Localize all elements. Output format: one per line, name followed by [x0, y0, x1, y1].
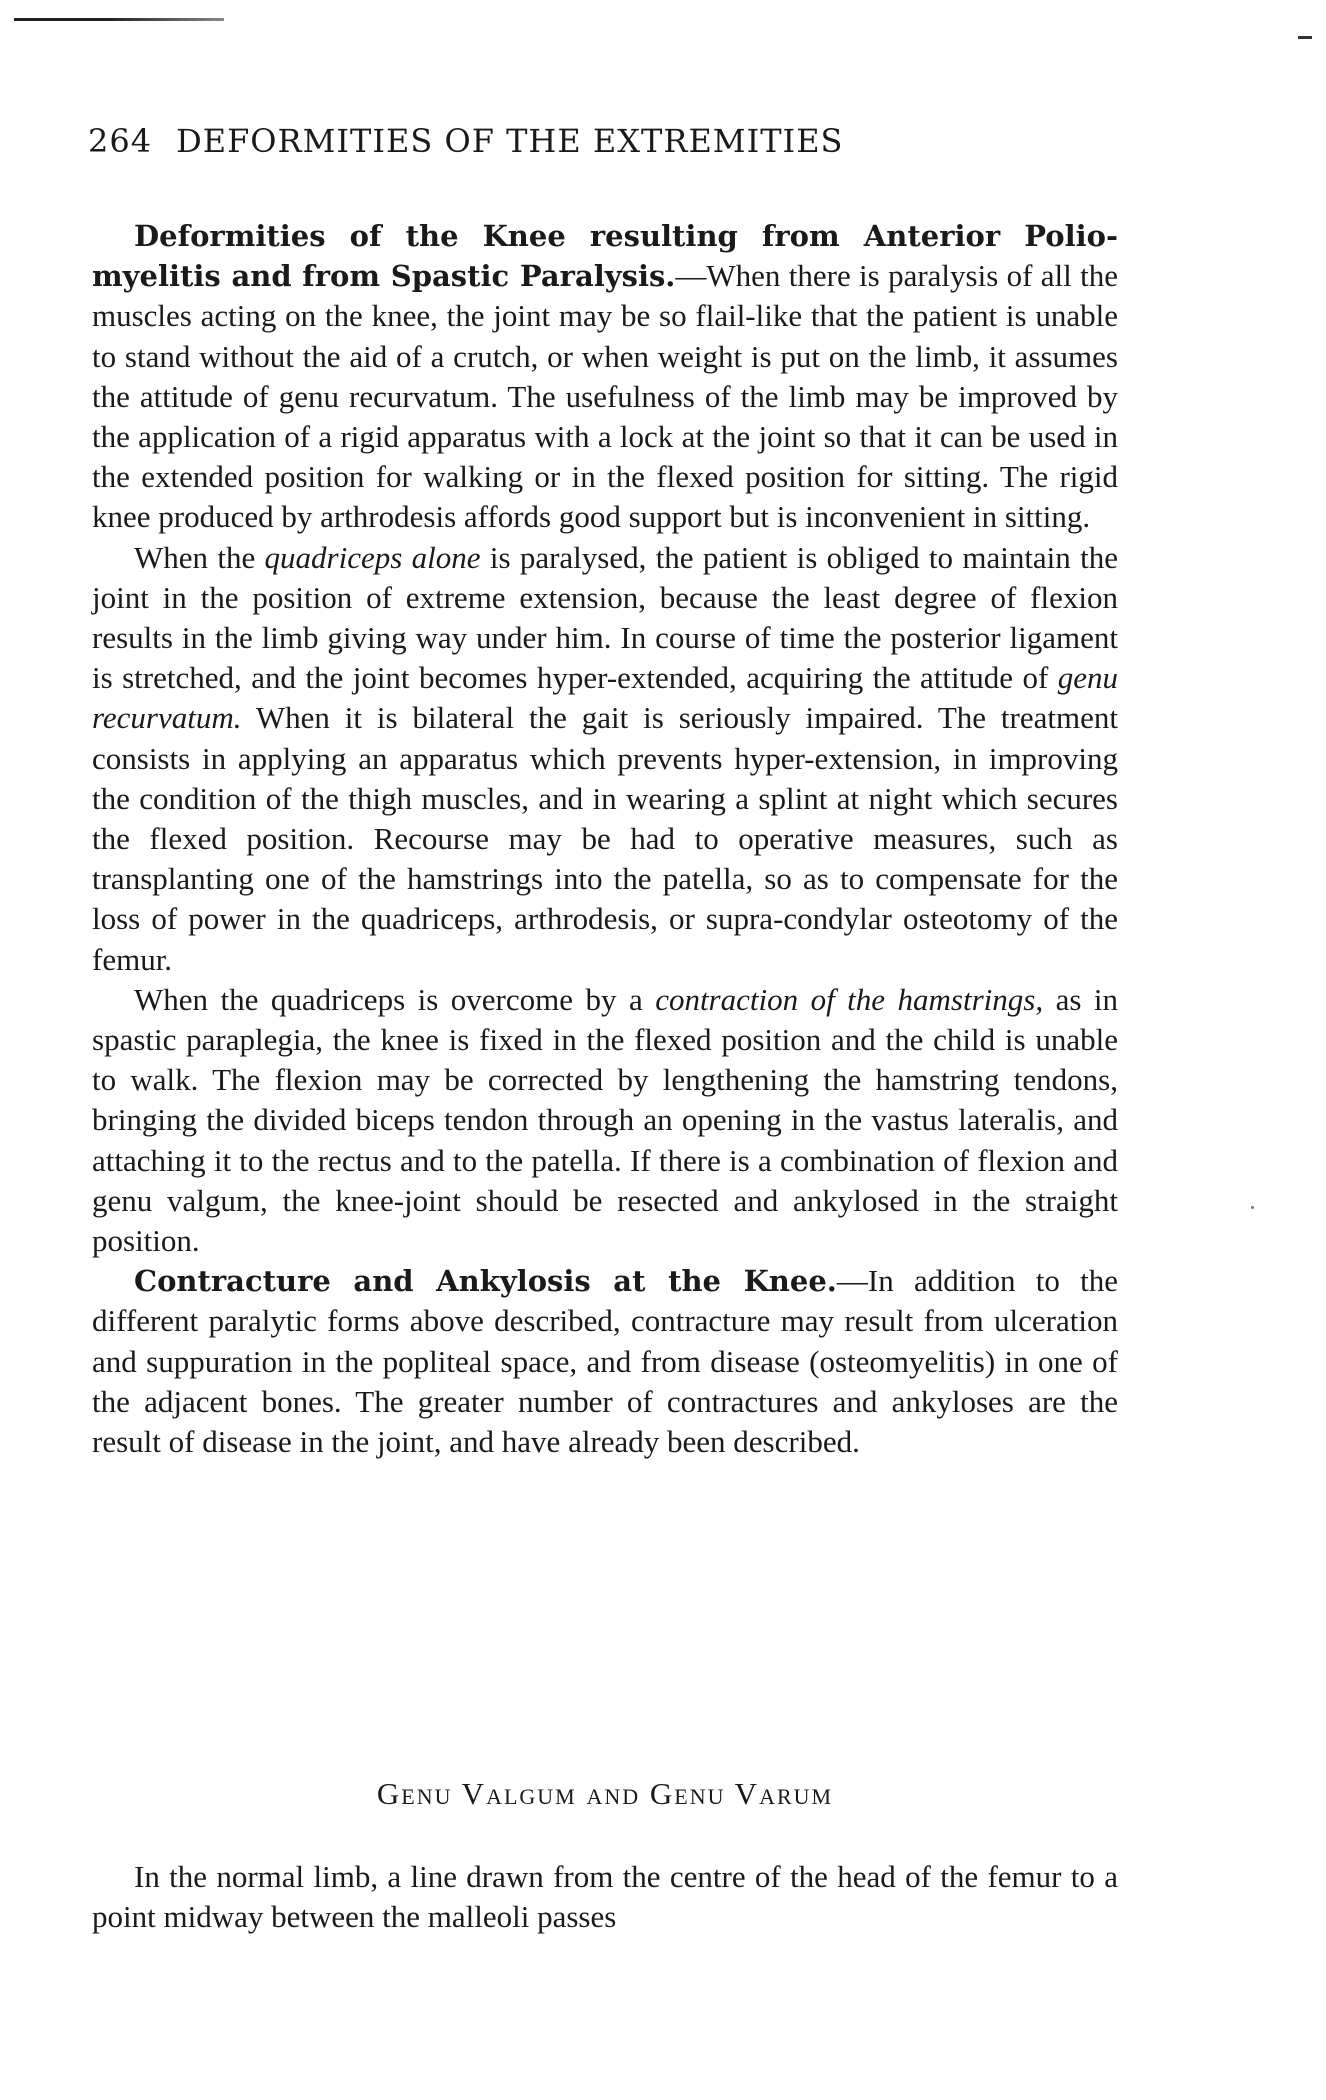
- paragraph-text: is paralysed, the patient is obliged to maintain the joint in the position of extreme extension, because the least degree of flexion results in the limb giving way under him. In course of time the posterior ligament is stretched, and the joint becomes hyper-extended, acquiring the attitude of: [92, 539, 1118, 696]
- paragraph-quadriceps: [92, 538, 1118, 980]
- paragraph-contracture: [92, 1261, 1118, 1462]
- paragraph-heading: Contracture and Ankylosis at the Knee.: [134, 1264, 837, 1299]
- body-text-continued: [92, 1857, 1118, 1937]
- scan-artifact-mark: [1298, 36, 1312, 39]
- running-title: DEFORMITIES OF THE EXTREMITIES: [176, 122, 844, 160]
- scan-artifact-rule: [14, 18, 224, 21]
- paragraph-text: as in spastic paraplegia, the knee is fixed in the flexed position and the child is unable to walk. The flexion may be corrected by lengthening the hamstring tendons, bringing the divided biceps tendon through an opening in the vastus lateralis, and attaching it to the rectus and to the patella. If there is a combination of flexion and genu valgum, the knee-joint should be resected and ankylosed in the straight position.: [92, 981, 1118, 1259]
- paragraph-normal-limb: In the normal limb, a line drawn from the centre of the head of the femur to a point midway between the malleoli passes: [92, 1859, 1118, 1935]
- paragraph-text: When the: [134, 539, 265, 575]
- body-text: [92, 216, 1118, 1462]
- running-head: [88, 122, 843, 160]
- paragraph-text: When it is bilateral the gait is seriously impaired. The treatment consists in applying an apparatus which prevents hyper-extension, in improving the condition of the thigh muscles, and in wearing a splint at night which secures the flexed position. Recourse may be had to operative measures, such as transplanting one of the hamstrings into the patella, so as to compensate for the loss of power in the quadriceps, arthrodesis, or supra-condylar osteotomy of the femur.: [92, 700, 1118, 977]
- page-number: 264: [88, 122, 153, 160]
- emphasis: genu recurvatum.: [92, 660, 1118, 736]
- paragraph-heading: Deformities of the Knee resulting from Anterior Polio-myelitis and from Spastic Paralysis.: [92, 219, 1118, 294]
- paragraph-text: When the quadriceps is overcome by a: [134, 981, 656, 1017]
- emphasis: quadriceps alone: [264, 539, 481, 575]
- paragraph-hamstrings: [92, 980, 1118, 1261]
- paragraph-text: —When there is paralysis of all the muscles acting on the knee, the joint may be so flail-like that the patient is unable to stand without the aid of a crutch, or when weight is put on the limb, it assumes the attitude of genu recurvatum. The usefulness of the limb may be improved by the application of a rigid apparatus with a lock at the joint so that it can be used in the extended position for walking or in the flexed position for sitting. The rigid knee produced by arthrodesis affords good support but is inconvenient in sitting.: [92, 258, 1118, 535]
- paragraph-text: —In addition to the different paralytic forms above described, contracture may result from ulceration and suppuration in the popliteal space, and from disease (osteomyelitis) in one of the adjacent bones. The greater number of contractures and ankyloses are the result of disease in the joint, and have already been described.: [92, 1263, 1119, 1460]
- paragraph-knee-poliomyelitis: [92, 216, 1118, 538]
- emphasis: contraction of the hamstrings,: [655, 981, 1044, 1017]
- section-heading: Genu Valgum and Genu Varum: [376, 1776, 834, 1811]
- scan-artifact-dot: [1251, 1206, 1254, 1209]
